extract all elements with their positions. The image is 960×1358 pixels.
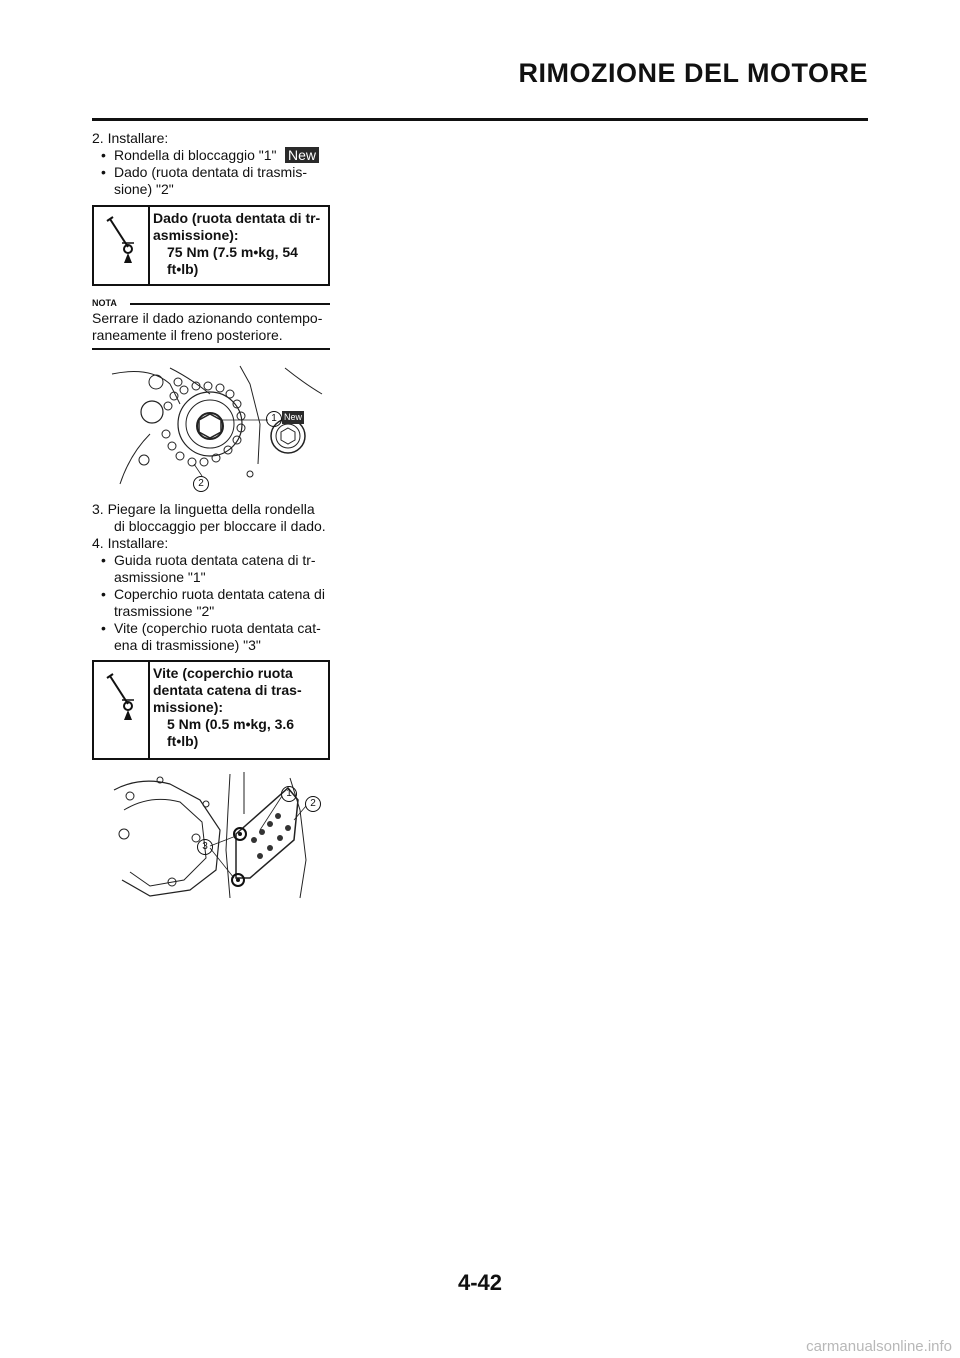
spec-2-label-line-1: Vite (coperchio ruota [153,665,293,681]
torque-spec-box-2 [92,660,330,760]
page-title: RIMOZIONE DEL MOTORE [518,58,868,88]
nota-text-line-2: raneamente il freno posteriore. [92,327,283,343]
bullet-icon: • [101,552,106,568]
bullet-icon: • [101,147,106,163]
drive-sprocket-illustration [110,364,325,494]
spec-2-value-line-1: 5 Nm (0.5 m•kg, 3.6 [167,716,295,732]
torque-spec-box-1 [92,205,330,286]
step-3-line-1: 3. Piegare la linguetta della rondella [92,501,315,517]
figure-2-callout-3: 3 [197,839,213,855]
spec-1-value-line-2: ft•lb) [167,261,199,277]
torque-wrench-icon [104,672,140,724]
bullet-icon: • [101,586,106,602]
step-4-bullet-3-line-2: ena di trasmissione) "3" [114,637,261,653]
spec-1-label-line-2: asmissione): [153,227,239,243]
step-4-bullet-1-line-2: asmissione "1" [114,569,206,585]
step-2-heading: 2. Installare: [92,130,169,146]
spec-2-label-line-3: missione): [153,699,224,715]
step-4-bullet-1-line-1: Guida ruota dentata catena di tr- [114,552,316,568]
step-3-line-2: di bloccaggio per bloccare il dado. [114,518,326,534]
torque-wrench-icon [104,215,140,267]
spec-divider [148,662,150,758]
figure-1-callout-2: 2 [193,476,209,492]
new-part-badge: New [285,147,319,163]
nota-bottom-rule [92,348,330,350]
step-4-heading: 4. Installare: [92,535,169,551]
spec-2-value-line-2: ft•lb) [167,733,199,749]
nota-label: NOTA [92,298,117,308]
spec-2-label-line-2: dentata catena di tras- [153,682,302,698]
step-2-bullet-2-line-2: sione) "2" [114,181,174,197]
step-4-bullet-3-line-1: Vite (coperchio ruota dentata cat- [114,620,321,636]
page-number: 4-42 [457,1270,503,1295]
figure-1-callout-1: 1 [266,411,282,427]
bullet-icon: • [101,620,106,636]
figure-1-new-badge: New [284,412,303,422]
spec-1-label-line-1: Dado (ruota dentata di tr- [153,210,321,226]
nota-top-rule [130,303,330,305]
figure-2-callout-1: 1 [281,786,297,802]
spec-1-value-line-1: 75 Nm (7.5 m•kg, 54 [167,244,298,260]
bullet-icon: • [101,164,106,180]
step-4-bullet-2-line-1: Coperchio ruota dentata catena di [114,586,325,602]
watermark-text: carmanualsonline.info [806,1338,952,1355]
figure-2-callout-2: 2 [305,796,321,812]
step-2-bullet-2-line-1: Dado (ruota dentata di trasmis- [114,164,307,180]
spec-divider [148,207,150,284]
step-2-bullet-1: Rondella di bloccaggio "1" [114,147,277,163]
step-4-bullet-2-line-2: trasmissione "2" [114,603,215,619]
nota-text-line-1: Serrare il dado azionando contempo- [92,310,323,326]
header-divider [92,118,868,121]
